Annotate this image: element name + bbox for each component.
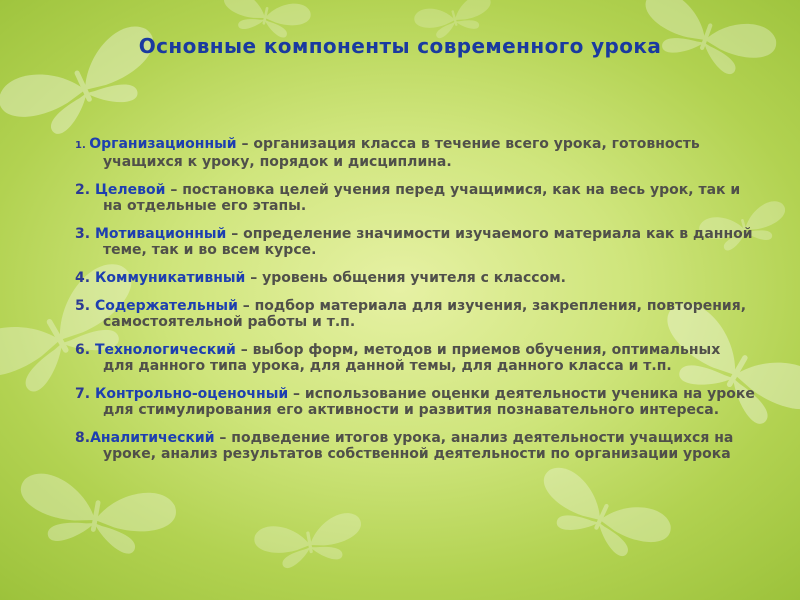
slide-title: Основные компоненты современного урока xyxy=(138,34,662,58)
item-text: – подбор материала для изучения, закрепления, повторения, самостоятельной работы и т.п. xyxy=(103,298,747,330)
list-item xyxy=(75,182,755,214)
list-item xyxy=(75,386,755,418)
item-number: 4. xyxy=(75,270,95,286)
item-number: 1. xyxy=(75,140,90,151)
item-text: – подведение итогов урока, анализ деятельности учащихся на уроке, анализ результатов собственной деятельности по организации урока xyxy=(103,430,734,462)
list-item xyxy=(75,226,755,258)
item-term: Организационный xyxy=(89,136,237,152)
item-text: – определение значимости изучаемого материала как в данной теме, так и во всем курсе. xyxy=(103,226,753,258)
item-number: 2. xyxy=(75,182,95,198)
item-term: Мотивационный xyxy=(94,226,227,242)
item-term: Технологический xyxy=(94,342,236,358)
item-text: – уровень общения учителя с классом. xyxy=(245,270,566,286)
item-text: – использование оценки деятельности ученика на уроке для стимулирования его активности и развития познавательного интереса. xyxy=(103,386,755,418)
item-number: 3. xyxy=(75,226,95,242)
item-number: 5. xyxy=(75,298,95,314)
item-text: – постановка целей учения перед учащимися, как на весь урок, так и на отдельные его этапы. xyxy=(103,182,741,214)
item-term: Контрольно-оценочный xyxy=(94,386,289,402)
butterfly-icon xyxy=(528,462,676,571)
item-number: 8. xyxy=(75,430,91,446)
list-item xyxy=(75,298,755,330)
item-number: 7. xyxy=(75,386,95,402)
item-term: Коммуникативный xyxy=(94,270,246,286)
list-item xyxy=(75,270,755,286)
item-term: Аналитический xyxy=(90,430,215,446)
item-term: Целевой xyxy=(94,182,166,198)
list-item xyxy=(75,430,755,462)
butterfly-icon xyxy=(13,470,179,561)
item-text: – организация класса в течение всего урока, готовность учащихся к уроку, порядок и дисциплина. xyxy=(103,136,700,170)
item-number: 6. xyxy=(75,342,95,358)
item-term: Содержательный xyxy=(94,298,238,314)
list-item xyxy=(75,136,755,170)
item-text: – выбор форм, методов и приемов обучения, оптимальных для данного типа урока, для данной темы, для данного класса и т.п. xyxy=(103,342,721,374)
components-list xyxy=(75,136,755,474)
list-item xyxy=(75,342,755,374)
butterfly-icon xyxy=(252,511,366,573)
